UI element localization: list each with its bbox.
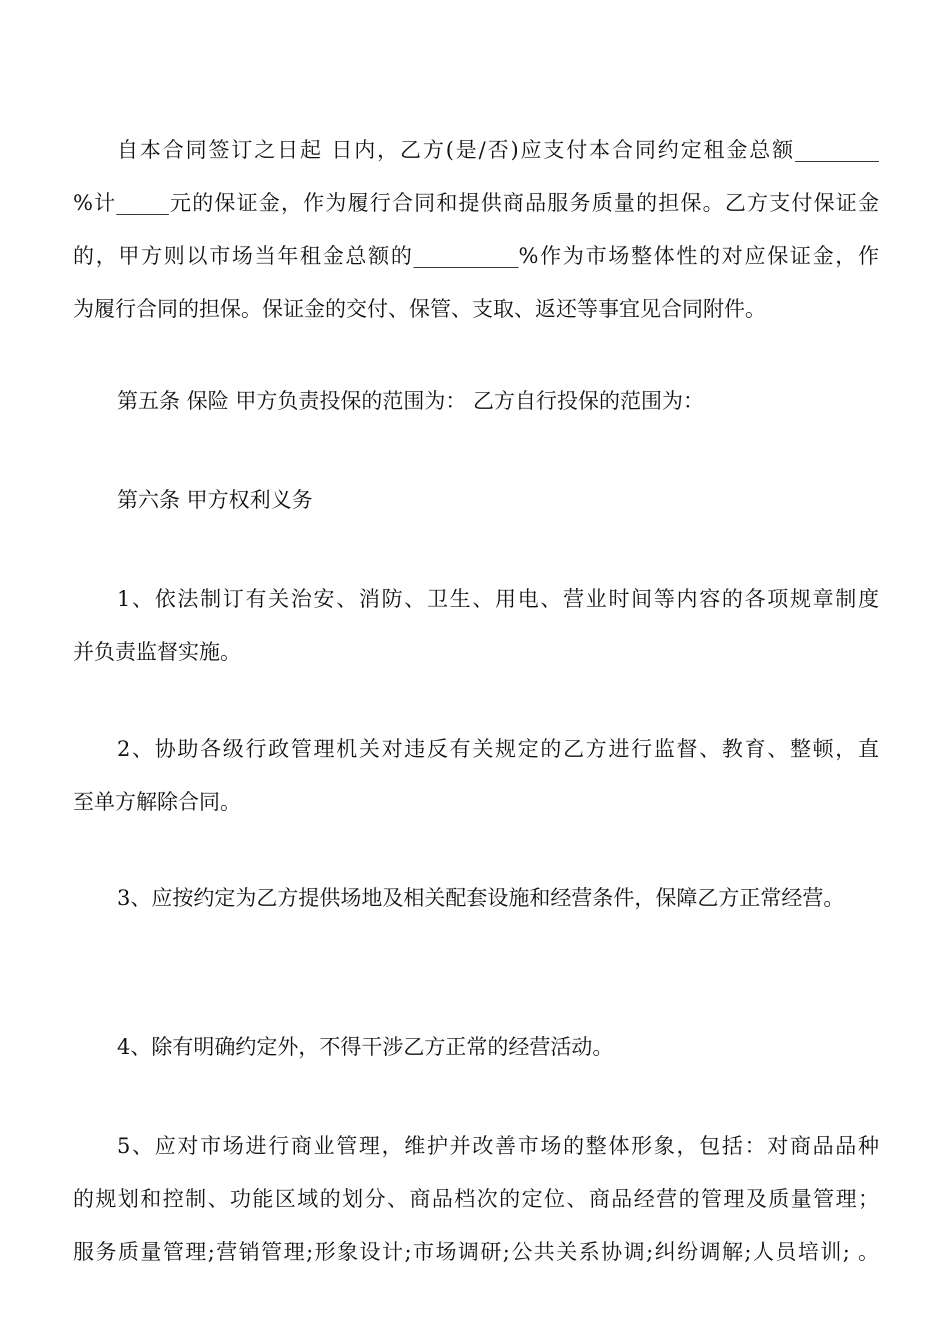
article-5-insurance — [73, 387, 879, 415]
paragraph-line: 5、应对市场进行商业管理，维护并改善市场的整体形象，包括：对商品品种 — [117, 1134, 879, 1158]
paragraph-line: 3、应按约定为乙方提供场地及相关配套设施和经营条件，保障乙方正常经营。 — [117, 886, 845, 910]
article-heading: 第六条 甲方权利义务 — [117, 488, 313, 512]
paragraph-line: 为履行合同的担保。保证金的交付、保管、支取、返还等事宜见合同附件。 — [73, 297, 766, 321]
paragraph-line: 自本合同签订之日起 日内，乙方(是/否)应支付本合同约定租金总额________ — [117, 138, 879, 162]
paragraph-line: 1、依法制订有关治安、消防、卫生、用电、营业时间等内容的各项规章制度 — [117, 587, 879, 611]
article-heading: 第五条 保险 甲方负责投保的范围为： 乙方自行投保的范围为： — [117, 389, 705, 413]
paragraph-line: 至单方解除合同。 — [73, 790, 241, 814]
paragraph-line: 4、除有明确约定外，不得干涉乙方正常的经营活动。 — [117, 1035, 614, 1059]
paragraph-line: %计_____元的保证金，作为履行合同和提供商品服务质量的担保。乙方支付保证金 — [73, 191, 879, 215]
list-item-5 — [73, 1132, 879, 1266]
paragraph-line: 的规划和控制、功能区域的划分、商品档次的定位、商品经营的管理及质量管理； — [73, 1187, 879, 1211]
list-item-4 — [73, 1033, 879, 1061]
list-item-3 — [73, 884, 879, 912]
paragraph-line: 服务质量管理;营销管理;形象设计;市场调研;公共关系协调;纠纷调解;人员培训; 。 — [73, 1240, 879, 1264]
paragraph-line: 2、协助各级行政管理机关对违反有关规定的乙方进行监督、教育、整顿，直 — [117, 737, 879, 761]
paragraph-deposit — [73, 136, 879, 323]
article-6-heading — [73, 486, 879, 514]
paragraph-line: 的，甲方则以市场当年租金总额的__________%作为市场整体性的对应保证金，作 — [73, 244, 879, 268]
paragraph-line: 并负责监督实施。 — [73, 640, 241, 664]
list-item-1 — [73, 585, 879, 666]
list-item-2 — [73, 735, 879, 816]
